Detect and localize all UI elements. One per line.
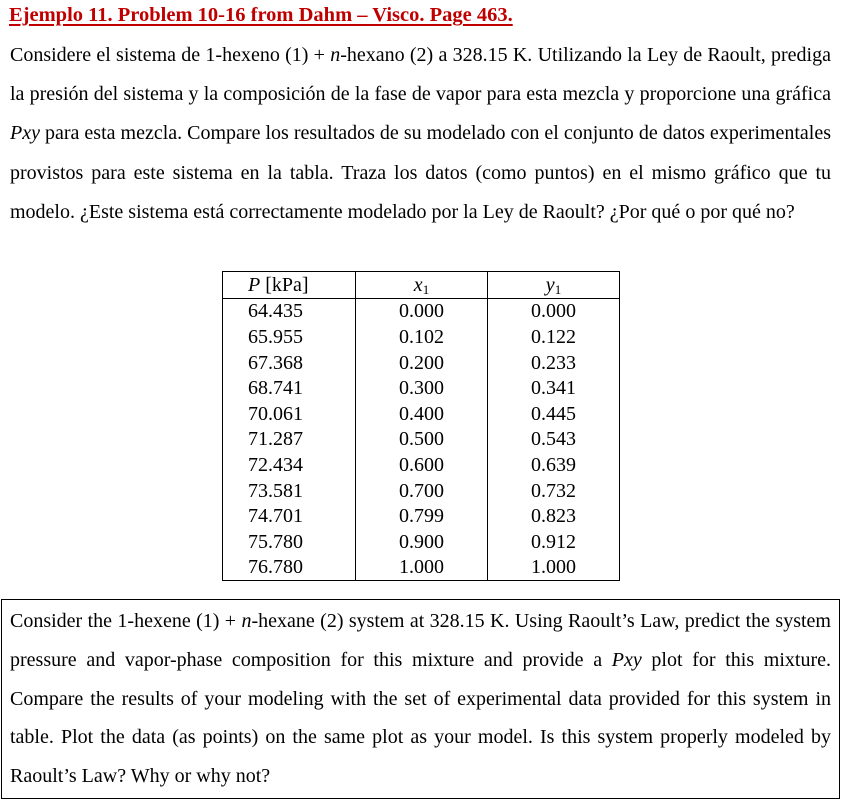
spanish-text-part3: para esta mezcla. Compare los resultados de su modelado con el conjunto de datos experimentales provistos para este sistema en la tabla. Traza los datos (como puntos) en el mismo gráfico que tu modelo. ¿Este sistema está correctamente modelado por la Ley de Raoult? ¿Por qué o por qué no? xyxy=(10,122,831,223)
cell-x1: 0.700 xyxy=(356,478,488,504)
cell-y1: 0.639 xyxy=(488,452,620,478)
spanish-problem-statement xyxy=(10,36,831,232)
english-text-part1: Consider the 1-hexene (1) + xyxy=(10,610,242,632)
table-row xyxy=(223,350,620,376)
cell-pressure: 65.955 xyxy=(223,324,356,350)
cell-y1: 0.233 xyxy=(488,350,620,376)
cell-y1: 0.341 xyxy=(488,375,620,401)
header-y-symbol: y xyxy=(545,273,555,296)
spanish-pxy-italic: Pxy xyxy=(10,122,40,145)
cell-pressure: 75.780 xyxy=(223,529,356,555)
cell-pressure: 76.780 xyxy=(223,555,356,581)
cell-pressure: 74.701 xyxy=(223,503,356,529)
cell-x1: 0.300 xyxy=(356,375,488,401)
cell-y1: 0.122 xyxy=(488,324,620,350)
english-text-part3: plot for this mixture. Compare the results of your modeling with the set of experimental data provided for this system in table. Plot the data (as points) on the same plot as your model. Is this system properly modeled by Raoult’s Law? Why or why not? xyxy=(10,648,831,788)
cell-x1: 0.200 xyxy=(356,350,488,376)
cell-pressure: 73.581 xyxy=(223,478,356,504)
header-y-subscript: 1 xyxy=(554,281,562,297)
cell-y1: 0.912 xyxy=(488,529,620,555)
cell-pressure: 68.741 xyxy=(223,375,356,401)
cell-x1: 0.400 xyxy=(356,401,488,427)
table-row xyxy=(223,375,620,401)
spanish-n-italic: n xyxy=(330,44,341,66)
cell-x1: 0.102 xyxy=(356,324,488,350)
table-row xyxy=(223,401,620,427)
english-text-part2: -hexane (2) system at 328.15 K. Using Raoult’s Law, predict the system pressure and vapor-phase composition for this mixture and provide a xyxy=(10,610,831,671)
header-y1 xyxy=(488,272,620,299)
table-row xyxy=(223,555,620,581)
english-n-italic: n xyxy=(241,610,252,632)
cell-y1: 0.732 xyxy=(488,478,620,504)
header-x-subscript: 1 xyxy=(422,281,430,297)
cell-x1: 0.900 xyxy=(356,529,488,555)
cell-y1: 0.823 xyxy=(488,503,620,529)
header-p-unit: [kPa] xyxy=(260,273,309,296)
cell-y1: 0.000 xyxy=(488,298,620,324)
cell-y1: 1.000 xyxy=(488,555,620,581)
english-problem-statement xyxy=(10,602,831,796)
cell-x1: 1.000 xyxy=(356,555,488,581)
cell-x1: 0.600 xyxy=(356,452,488,478)
table-row xyxy=(223,298,620,324)
example-title: Ejemplo 11. Problem 10-16 from Dahm – Visco. Page 463. xyxy=(9,4,513,26)
cell-y1: 0.445 xyxy=(488,401,620,427)
table-row xyxy=(223,529,620,555)
cell-x1: 0.799 xyxy=(356,503,488,529)
cell-x1: 0.500 xyxy=(356,427,488,453)
cell-pressure: 72.434 xyxy=(223,452,356,478)
spanish-text-part2: -hexano (2) a 328.15 K. Utilizando la Ley de Raoult, prediga la presión del sistema y la composición de la fase de vapor para esta mezcla y proporcione una gráfica xyxy=(10,44,831,106)
cell-pressure: 71.287 xyxy=(223,427,356,453)
header-pressure xyxy=(223,272,356,299)
vle-data-table xyxy=(222,271,620,581)
table-row xyxy=(223,427,620,453)
english-pxy-italic: Pxy xyxy=(611,648,642,671)
cell-pressure: 70.061 xyxy=(223,401,356,427)
spanish-text-part1: Considere el sistema de 1-hexeno (1) + xyxy=(10,44,331,66)
cell-pressure: 67.368 xyxy=(223,350,356,376)
table-row xyxy=(223,478,620,504)
header-p-symbol: P xyxy=(248,273,261,296)
table-row xyxy=(223,503,620,529)
table-header-row xyxy=(223,272,620,299)
table-row xyxy=(223,324,620,350)
cell-y1: 0.543 xyxy=(488,427,620,453)
cell-pressure: 64.435 xyxy=(223,298,356,324)
header-x-symbol: x xyxy=(413,273,423,296)
table-row xyxy=(223,452,620,478)
header-x1 xyxy=(356,272,488,299)
cell-x1: 0.000 xyxy=(356,298,488,324)
